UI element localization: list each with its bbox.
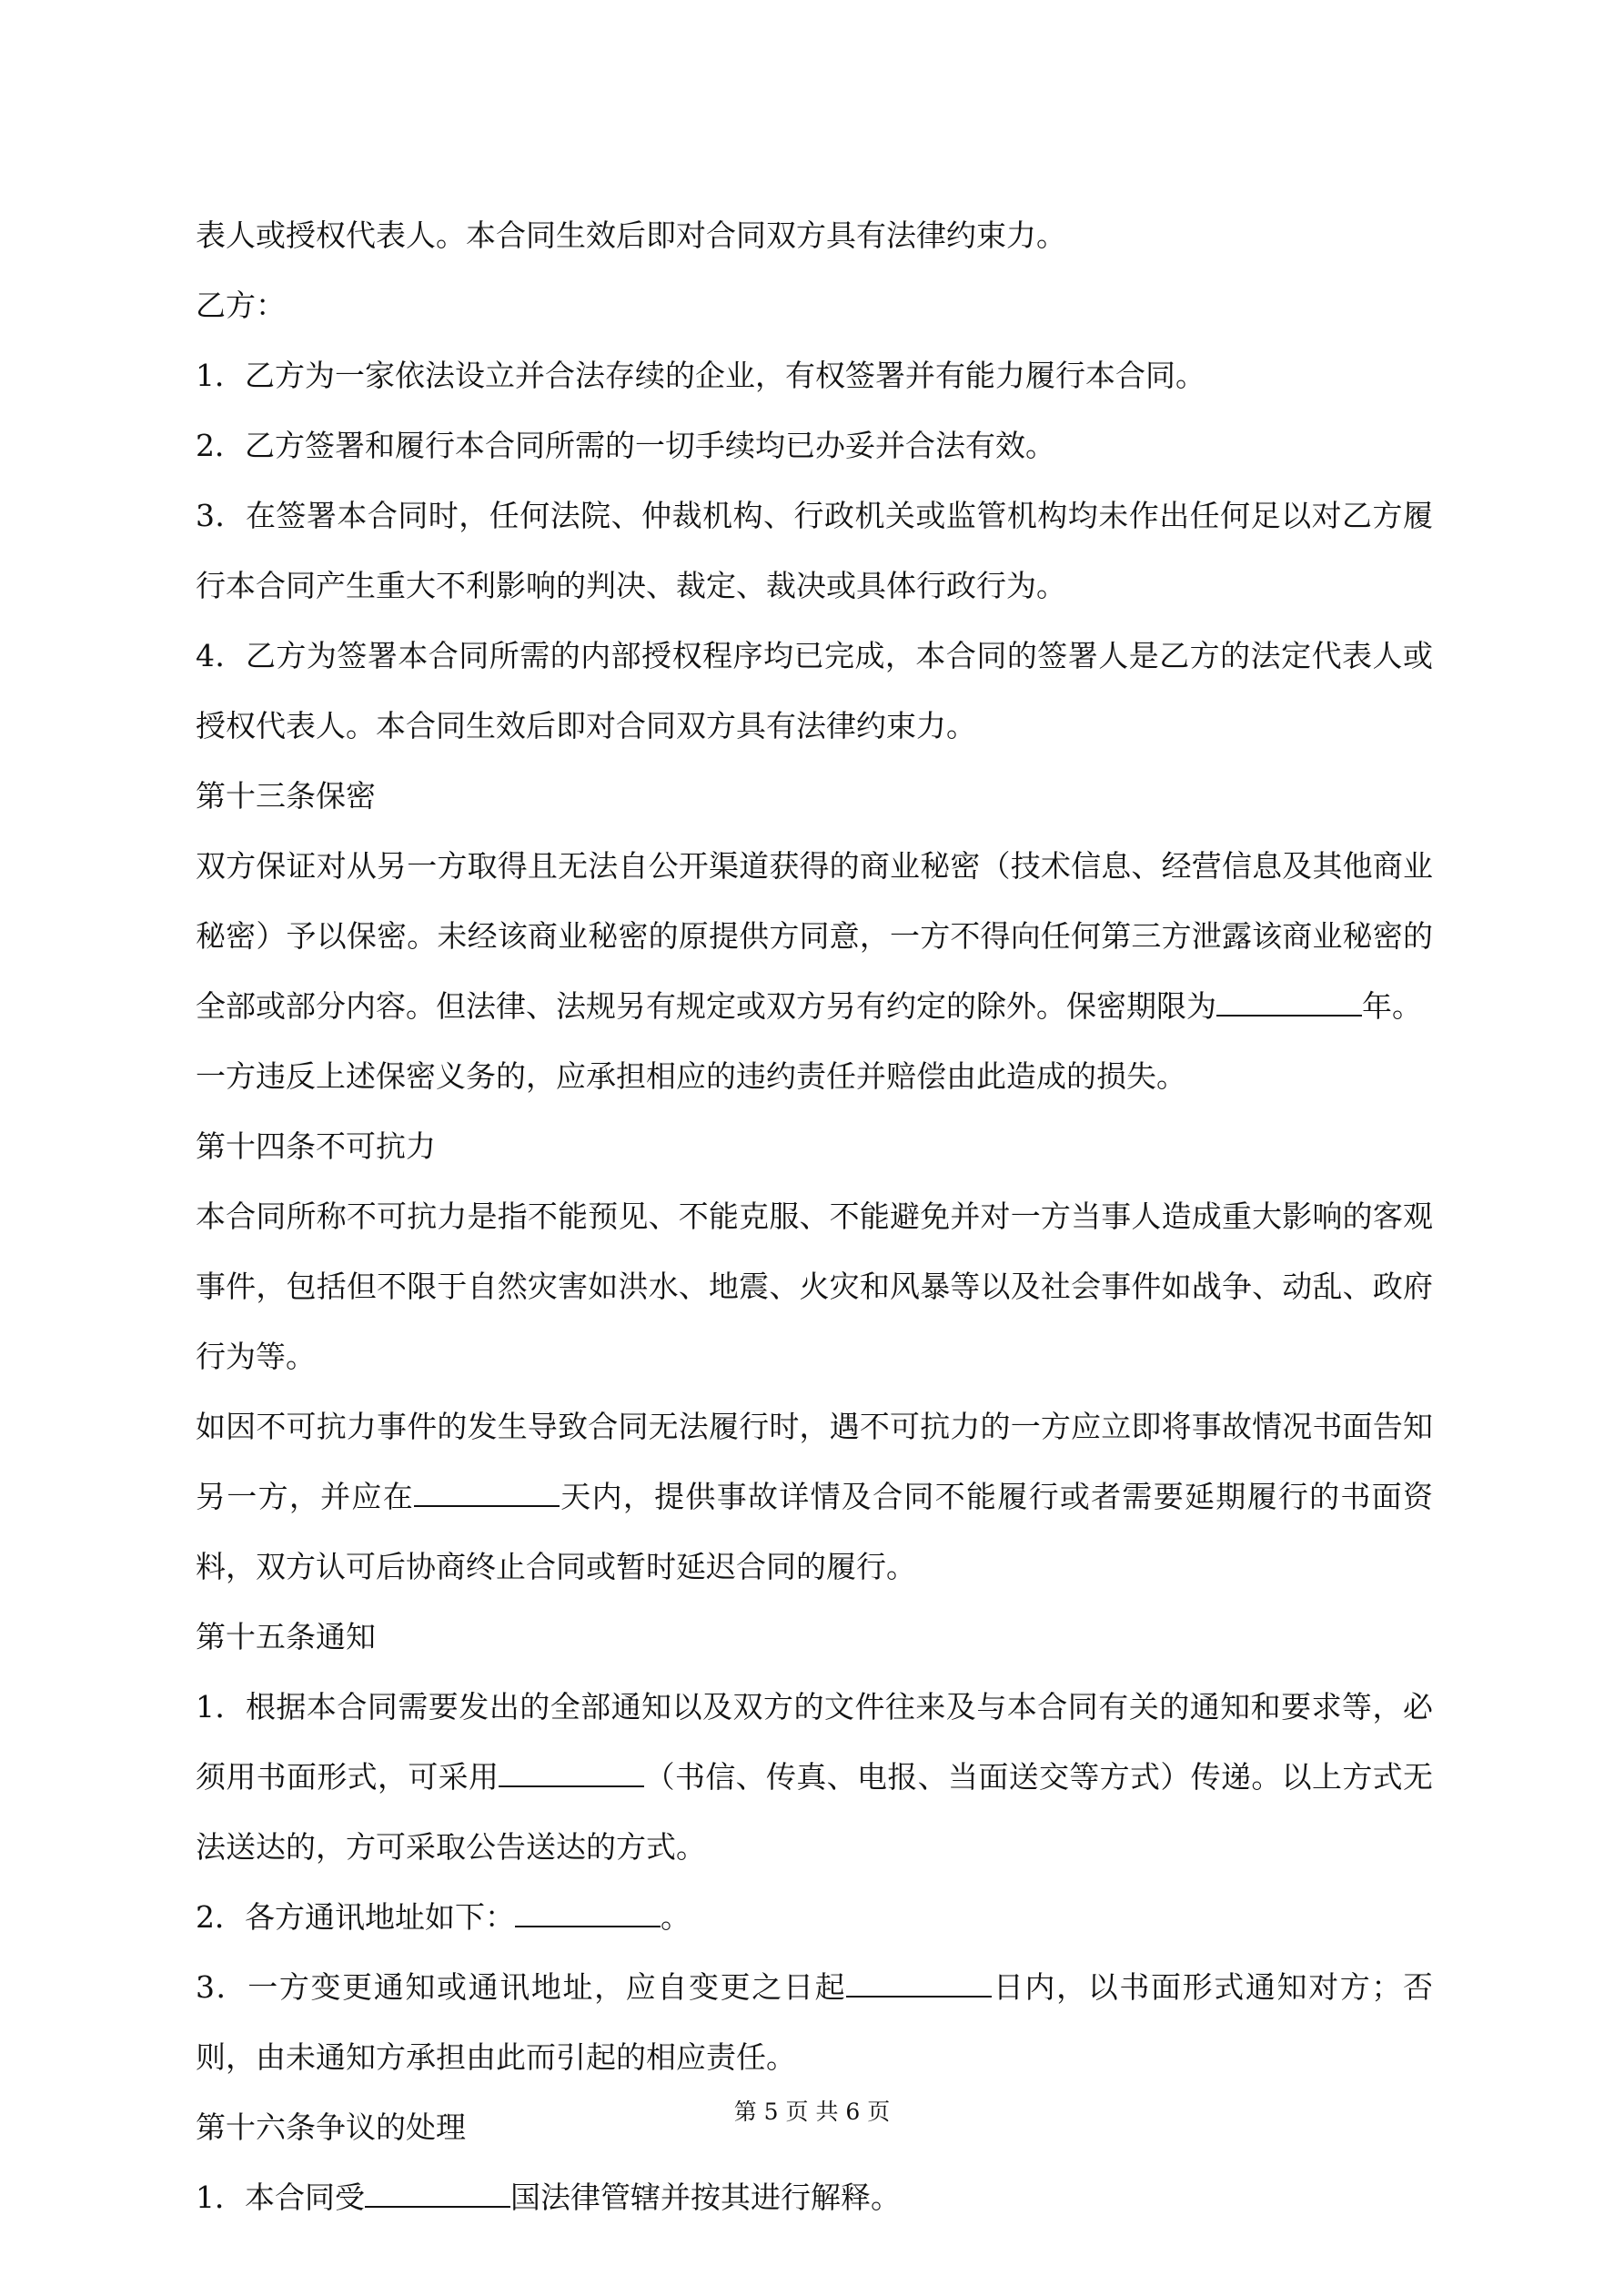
paragraph-text: （书信、传真、电报、当面送交等方式）传递。以上方式无法送达的，方可采取公告送达的方式。 (196, 1759, 1434, 1865)
paragraph-text: 2．各方通讯地址如下： (196, 1899, 515, 1935)
paragraph-text: 3．一方变更通知或通讯地址，应自变更之日起 (196, 1969, 847, 2005)
paragraph-text: 1．本合同受 (196, 2180, 365, 2215)
paragraph (196, 270, 1433, 340)
paragraph (196, 1391, 1433, 1602)
paragraph (196, 1181, 1433, 1391)
paragraph-text: 3．在签署本合同时，任何法院、仲裁机构、行政机关或监管机构均未作出任何足以对乙方履行本合同产生重大不利影响的判决、裁定、裁决或具体行政行为。 (196, 498, 1433, 603)
paragraph-text: 年。 (1362, 988, 1422, 1024)
paragraph (196, 761, 1433, 831)
page-footer: 第 5 页 共 6 页 (733, 2099, 891, 2125)
paragraph (196, 340, 1433, 410)
paragraph (196, 410, 1433, 480)
paragraph (196, 1672, 1433, 1882)
paragraph-text: 2．乙方签署和履行本合同所需的一切手续均已办妥并合法有效。 (196, 428, 1055, 463)
paragraph-text: 第十三条保密 (196, 778, 376, 814)
paragraph-text: 双方保证对从另一方取得且无法自公开渠道获得的商业秘密（技术信息、经营信息及其他商业秘密）予以保密。未经该商业秘密的原提供方同意，一方不得向任何第三方泄露该商业秘密的全部或部分内容。但法律、法规另有规定或双方另有约定的除外。保密期限为 (196, 848, 1433, 1024)
paragraph-text: 表人或授权代表人。本合同生效后即对合同双方具有法律约束力。 (196, 217, 1066, 253)
fill-in-blank (414, 1504, 560, 1507)
paragraph (196, 2162, 1433, 2232)
fill-in-blank (365, 2205, 510, 2208)
fill-in-blank (1216, 1014, 1362, 1017)
paragraph-text: 第十四条不可抗力 (196, 1128, 436, 1164)
paragraph-text: 第十五条通知 (196, 1619, 376, 1654)
paragraph-text: 国法律管辖并按其进行解释。 (510, 2180, 901, 2215)
paragraph-text: 天内，提供事故详情及合同不能履行或者需要延期履行的书面资料，双方认可后协商终止合同或暂时延迟合同的履行。 (196, 1479, 1434, 1584)
fill-in-blank (499, 1785, 644, 1787)
paragraph (196, 1952, 1433, 2092)
paragraph-text: 第十六条争议的处理 (196, 2109, 466, 2145)
paragraph (196, 1882, 1433, 1952)
paragraph (196, 1111, 1433, 1181)
paragraph-text: 如因不可抗力事件的发生导致合同无法履行时，遇不可抗力的一方应立即将事故情况书面告知另一方，并应在 (196, 1409, 1433, 1514)
fill-in-blank (846, 1995, 992, 1998)
paragraph (196, 1602, 1433, 1672)
document-body (196, 200, 1433, 2232)
fill-in-blank (515, 1925, 661, 1927)
paragraph (196, 200, 1433, 270)
paragraph-text: 乙方： (196, 288, 286, 323)
paragraph-text: 一方违反上述保密义务的，应承担相应的违约责任并赔偿由此造成的损失。 (196, 1058, 1186, 1094)
paragraph (196, 1041, 1433, 1111)
paragraph-text: 4．乙方为签署本合同所需的内部授权程序均已完成，本合同的签署人是乙方的法定代表人或授权代表人。本合同生效后即对合同双方具有法律约束力。 (196, 638, 1433, 743)
paragraph (196, 621, 1433, 761)
paragraph (196, 831, 1433, 1041)
paragraph (196, 480, 1433, 621)
paragraph-text: 1．乙方为一家依法设立并合法存续的企业，有权签署并有能力履行本合同。 (196, 358, 1205, 393)
paragraph-text: 。 (661, 1899, 691, 1935)
paragraph-text: 日内，以书面形式通知对方；否则，由未通知方承担由此而引起的相应责任。 (196, 1969, 1434, 2075)
paragraph-text: 本合同所称不可抗力是指不能预见、不能克服、不能避免并对一方当事人造成重大影响的客观事件，包括但不限于自然灾害如洪水、地震、火灾和风暴等以及社会事件如战争、动乱、政府行为等。 (196, 1199, 1433, 1374)
paragraph-text: 1．根据本合同需要发出的全部通知以及双方的文件往来及与本合同有关的通知和要求等，必须用书面形式，可采用 (196, 1689, 1433, 1795)
